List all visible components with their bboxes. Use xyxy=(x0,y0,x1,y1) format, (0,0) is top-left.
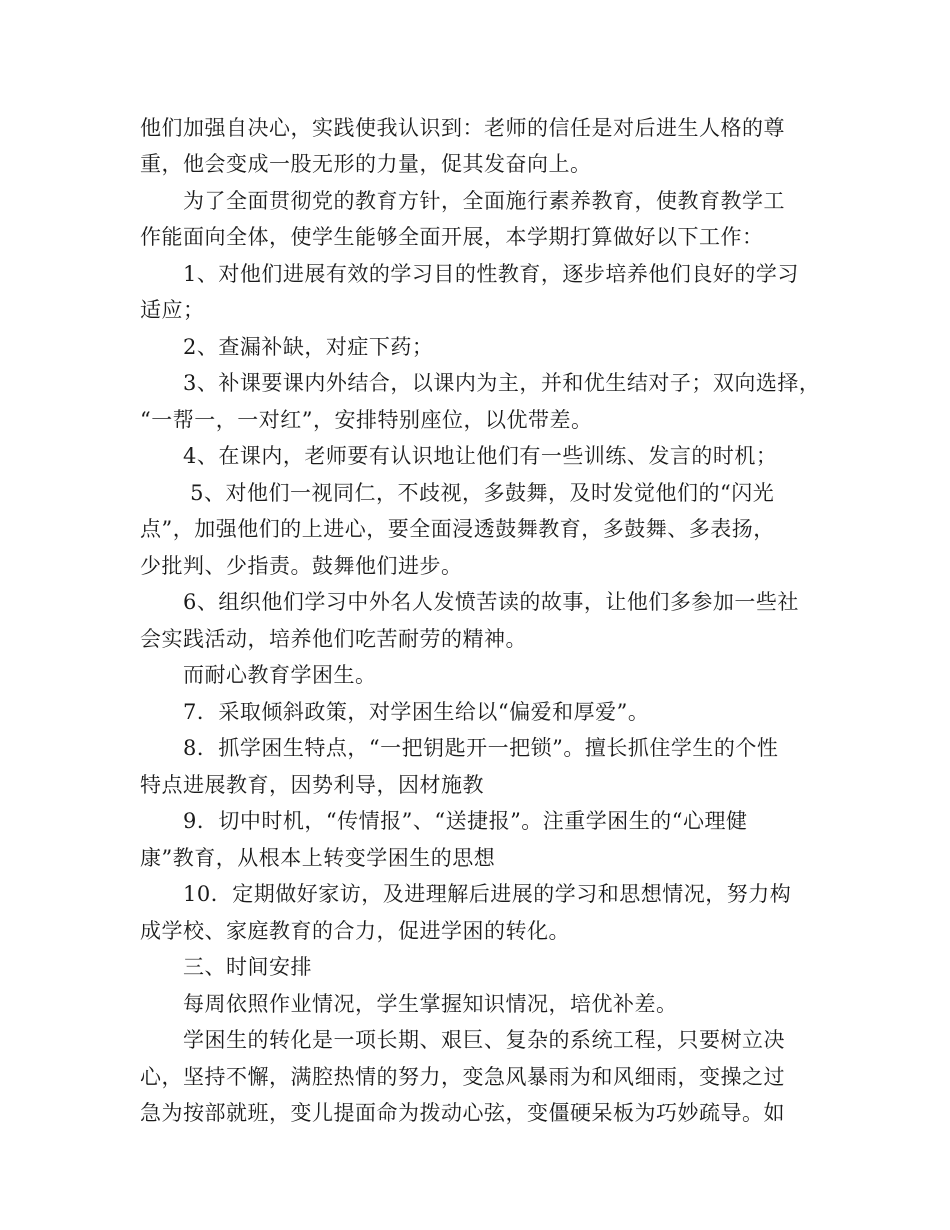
text-line: 适应； xyxy=(140,298,205,322)
text-line: 2、查漏补缺，对症下药； xyxy=(140,335,434,359)
text-line: 作能面向全体，使学生能够全面开展，本学期打算做好以下工作： xyxy=(140,225,764,249)
text-line: 康”教育，从根本上转变学困生的思想 xyxy=(140,846,496,870)
text-line: 心，坚持不懈，满腔热情的努力，变急风暴雨为和风细雨，变操之过 xyxy=(140,1065,785,1089)
text-line: 特点进展教育，因势利导，因材施教 xyxy=(140,773,484,797)
text-line: 10．定期做好家访，及进理解后进展的学习和思想情况，努力构 xyxy=(140,882,792,906)
text-line: 急为按部就班，变儿提面命为拨动心弦，变僵硬呆板为巧妙疏导。如 xyxy=(140,1101,785,1125)
text-line: “一帮一，一对红”，安排特别座位，以优带差。 xyxy=(140,408,593,432)
text-line: 3、补课要课内外结合，以课内为主，并和优生结对子；双向选择， xyxy=(140,371,821,395)
text-line: 他们加强自决心，实践使我认识到：老师的信任是对后进生人格的尊 xyxy=(140,116,785,140)
text-line: 7．采取倾斜政策，对学困生给以“偏爱和厚爱”。 xyxy=(140,700,650,724)
text-line: 会实践活动，培养他们吃苦耐劳的精神。 xyxy=(140,627,527,651)
text-line: 重，他会变成一股无形的力量，促其发奋向上。 xyxy=(140,152,592,176)
text-line: 而耐心教育学困生。 xyxy=(140,663,377,687)
text-line: 6、组织他们学习中外名人发愤苦读的故事，让他们多参加一些社 xyxy=(140,590,799,614)
text-line: 1、对他们进展有效的学习目的性教育，逐步培养他们良好的学习 xyxy=(140,262,799,286)
text-line: 为了全面贯彻党的教育方针，全面施行素养教育，使教育教学工 xyxy=(140,189,785,213)
text-line: 少批判、少指责。鼓舞他们进步。 xyxy=(140,554,463,578)
text-line: 学困生的转化是一项长期、艰巨、复杂的系统工程，只要树立决 xyxy=(140,1028,785,1052)
text-line: 4、在课内，老师要有认识地让他们有一些训练、发言的时机； xyxy=(140,444,778,468)
text-line: 成学校、家庭教育的合力，促进学困的转化。 xyxy=(140,919,570,943)
text-line: 9．切中时机，“传情报”、“送捷报”。注重学困生的“心理健 xyxy=(140,809,748,833)
text-line: 点”，加强他们的上进心，要全面浸透鼓舞教育，多鼓舞、多表扬， xyxy=(140,517,775,541)
section-heading: 三、时间安排 xyxy=(140,955,312,979)
text-line: 8．抓学困生特点，“一把钥匙开一把锁”。擅长抓住学生的个性 xyxy=(140,736,779,760)
text-line: 5、对他们一视同仁，不歧视，多鼓舞，及时发觉他们的“闪光 xyxy=(140,481,775,505)
text-line: 每周依照作业情况，学生掌握知识情况，培优补差。 xyxy=(140,992,678,1016)
